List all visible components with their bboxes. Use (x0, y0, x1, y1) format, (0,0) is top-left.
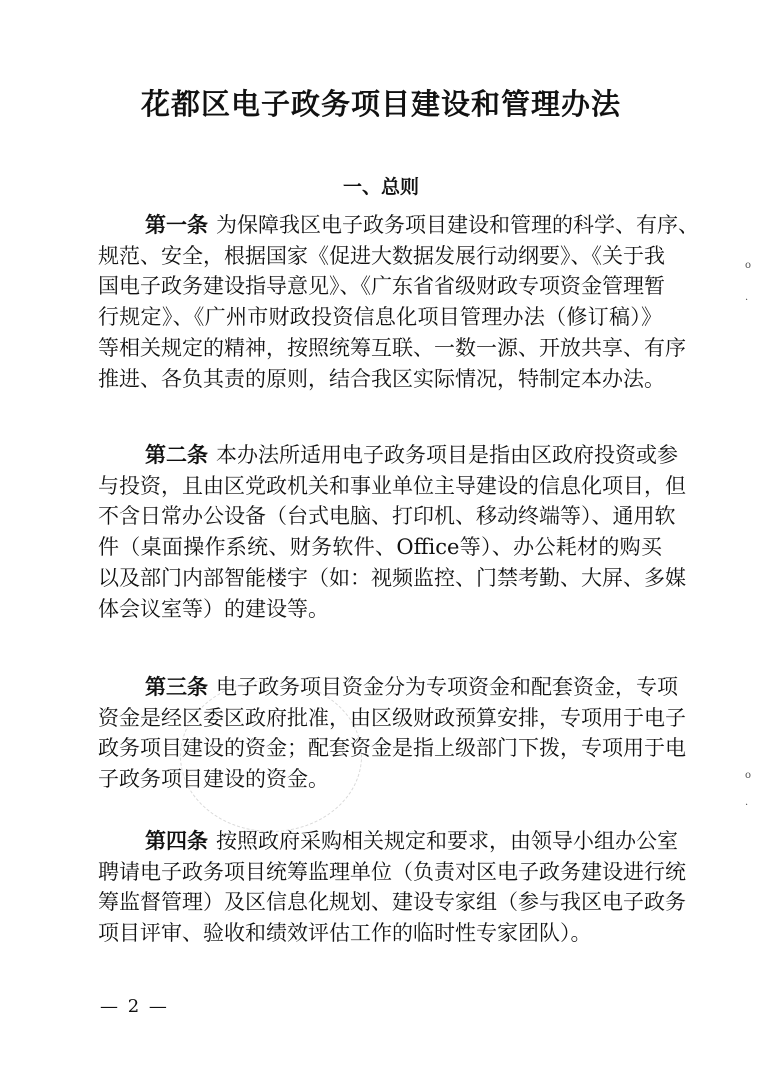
article-text: 电子政务项目资金分为专项资金和配套资金，专项 (216, 675, 678, 699)
margin-mark: · (745, 800, 749, 811)
article-text: 按照政府采购相关规定和要求，由领导小组办公室 (216, 829, 678, 853)
article-text: 与投资，且由区党政机关和事业单位主导建设的信息化项目，但 (98, 473, 686, 498)
article-text: 筹监督管理）及区信息化规划、建设专家组（参与我区电子政务 (98, 890, 686, 915)
article-text: 资金是经区委区政府批准，由区级财政预算安排，专项用于电子 (98, 705, 686, 730)
article-label: 第三条 (145, 675, 208, 699)
article-text: 项目评审、验收和绩效评估工作的临时性专家团队）。 (98, 921, 592, 946)
article-text: 为保障我区电子政务项目建设和管理的科学、有序、 (216, 213, 699, 237)
margin-mark: · (745, 295, 749, 306)
article-line (98, 471, 686, 501)
margin-mark: o (745, 770, 752, 781)
article-line (98, 241, 665, 271)
faint-seal-stamp (180, 680, 362, 832)
article-text: 以及部门内部智能楼宇（如：视频监控、门禁考勤、大屏、多媒 (98, 565, 686, 590)
article-line (98, 333, 686, 363)
article-line (98, 594, 662, 624)
article-text: 国电子政务建设指导意见》、《广东省省级财政专项资金管理暂 (98, 274, 665, 299)
article-label: 第一条 (145, 213, 208, 237)
article-text: 聘请电子政务项目统筹监理单位（负责对区电子政务建设进行统 (98, 859, 686, 884)
article-text: 推进、各负其责的原则，结合我区实际情况，特制定本办法。 (98, 366, 665, 391)
article-label: 第四条 (145, 829, 208, 853)
article-line (98, 857, 686, 887)
article-line (98, 364, 665, 394)
article-line (98, 501, 676, 531)
article-line (145, 440, 678, 470)
document-title: 花都区电子政务项目建设和管理办法 (140, 87, 621, 121)
article-line (145, 210, 699, 240)
article-line (98, 302, 662, 332)
article-text: 不含日常办公设备（台式电脑、打印机、移动终端等）、通用软 (98, 504, 676, 529)
section-heading: 一、总则 (342, 176, 419, 198)
article-text: 规范、安全，根据国家《促进大数据发展行动纲要》、《关于我 (98, 243, 665, 268)
article-line (98, 563, 686, 593)
article-text: 体会议室等）的建设等。 (98, 596, 329, 621)
margin-mark: o (745, 260, 752, 271)
article-text: 行规定》、《广州市财政投资信息化项目管理办法（修订稿）》 (98, 305, 662, 330)
page-number: — 2 — (100, 996, 169, 1017)
article-line (98, 887, 686, 917)
article-text: 子政务项目建设的资金。 (98, 767, 329, 792)
article-line (145, 826, 678, 856)
article-label: 第二条 (145, 443, 208, 467)
article-text: 政务项目建设的资金；配套资金是指上级部门下拨，专项用于电 (98, 736, 686, 761)
article-line (98, 271, 665, 301)
article-line (98, 703, 686, 733)
article-line (98, 918, 662, 948)
article-text: 本办法所适用电子政务项目是指由区政府投资或参 (216, 443, 678, 467)
article-text: 件（桌面操作系统、财务软件、Office等）、办公耗材的购买 (98, 535, 662, 560)
article-line (98, 532, 662, 562)
article-text: 等相关规定的精神，按照统筹互联、一数一源、开放共享、有序 (98, 335, 686, 360)
